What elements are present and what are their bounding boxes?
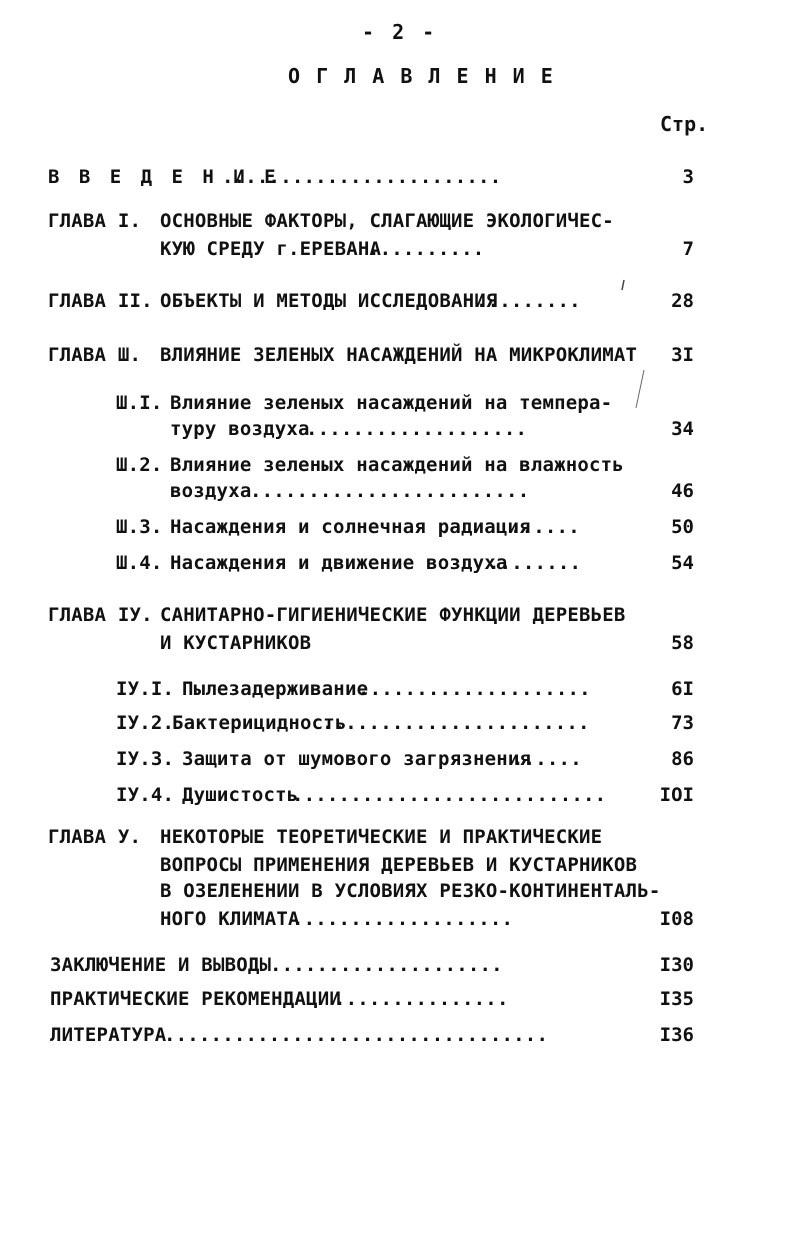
toc-title-line: НОГО КЛИМАТА bbox=[160, 908, 300, 930]
toc-title-line: ВОПРОСЫ ПРИМЕНЕНИЯ ДЕРЕВЬЕВ И КУСТАРНИКОВ bbox=[160, 854, 638, 876]
toc-prefix: ГЛАВА IУ. bbox=[48, 604, 153, 626]
toc-page: 58 bbox=[671, 632, 694, 654]
toc-page: 54 bbox=[671, 552, 694, 574]
toc-dots: .................... bbox=[358, 678, 591, 700]
toc-page: 34 bbox=[671, 418, 694, 440]
toc-dots: ............... bbox=[334, 988, 509, 1010]
toc-label: ПРАКТИЧЕСКИЕ РЕКОМЕНДАЦИИ bbox=[50, 988, 341, 1010]
toc-title-line: САНИТАРНО-ГИГИЕНИЧЕСКИЕ ФУНКЦИИ ДЕРЕВЬЕВ bbox=[160, 604, 626, 626]
toc-prefix: IУ.I. bbox=[116, 678, 175, 700]
page-number: - 2 - bbox=[362, 20, 438, 44]
toc-title-line: Насаждения и движение воздуха bbox=[170, 552, 508, 574]
toc-page: 86 bbox=[671, 748, 694, 770]
toc-prefix: Ш.4. bbox=[116, 552, 163, 574]
toc-title-line: КУЮ СРЕДУ г.ЕРЕВАНА bbox=[160, 238, 382, 260]
toc-page: 50 bbox=[671, 516, 694, 538]
toc-title-line: ОСНОВНЫЕ ФАКТОРЫ, СЛАГАЮЩИЕ ЭКОЛОГИЧЕС- bbox=[160, 210, 614, 232]
toc-prefix: Ш.2. bbox=[116, 454, 163, 476]
toc-prefix: IУ.4. bbox=[116, 784, 175, 806]
toc-page: 3I bbox=[671, 344, 694, 366]
toc-page: 6I bbox=[671, 678, 694, 700]
toc-title-line: Бактерицидность bbox=[172, 712, 347, 734]
toc-prefix: ГЛАВА У. bbox=[48, 826, 142, 848]
toc-title-line: Насаждения и солнечная радиация bbox=[170, 516, 531, 538]
toc-dots: ................... bbox=[292, 908, 514, 930]
toc-dots: ...... bbox=[510, 516, 580, 538]
toc-page: 7 bbox=[682, 238, 694, 260]
toc-prefix: Ш.I. bbox=[116, 392, 163, 414]
toc-dots: ......... bbox=[476, 290, 581, 312]
toc-title-line: В ОЗЕЛЕНЕНИИ В УСЛОВИЯХ РЕЗКО-КОНТИНЕНТАЛЬ- bbox=[160, 880, 661, 902]
toc-prefix: Ш.3. bbox=[116, 516, 163, 538]
page-column-label: Стр. bbox=[660, 112, 709, 136]
toc-label: ЛИТЕРАТУРА bbox=[50, 1024, 167, 1046]
toc-dots: ................................. bbox=[164, 1024, 549, 1046]
toc-dots: ........................... bbox=[292, 784, 607, 806]
toc-page: 3 bbox=[682, 166, 694, 188]
toc-page: I08 bbox=[659, 908, 694, 930]
toc-label: ЗАКЛЮЧЕНИЕ И ВЫВОДЫ bbox=[50, 954, 272, 976]
toc-title-line: Защита от шумового загрязнения bbox=[182, 748, 532, 770]
toc-dots: ...... bbox=[512, 748, 582, 770]
toc-prefix: IУ.3. bbox=[116, 748, 175, 770]
toc-label: В В Е Д Е Н И Е bbox=[48, 166, 280, 188]
toc-prefix: ГЛАВА II. bbox=[48, 290, 153, 312]
toc-page: I36 bbox=[659, 1024, 694, 1046]
toc-page: IOI bbox=[659, 784, 694, 806]
toc-title-line: Душистость bbox=[182, 784, 299, 806]
toc-dots: ........................ bbox=[250, 480, 530, 502]
toc-page: I35 bbox=[659, 988, 694, 1010]
scan-mark-artifact bbox=[600, 270, 660, 430]
toc-dots: .......... bbox=[368, 238, 485, 260]
toc-dots: ........................ bbox=[222, 166, 502, 188]
toc-title-line: ВЛИЯНИЕ ЗЕЛЕНЫХ НАСАЖДЕНИЙ НА МИКРОКЛИМАТ bbox=[160, 344, 638, 366]
toc-page: 46 bbox=[671, 480, 694, 502]
toc-title-line: И КУСТАРНИКОВ bbox=[160, 632, 312, 654]
page-title: О Г Л А В Л Е Н И Е bbox=[288, 64, 555, 88]
toc-title-line: воздуха bbox=[170, 480, 252, 502]
toc-page: 28 bbox=[671, 290, 694, 312]
toc-title-line: туру воздуха bbox=[170, 418, 310, 440]
toc-prefix: ГЛАВА Ш. bbox=[48, 344, 142, 366]
toc-prefix: ГЛАВА I. bbox=[48, 210, 142, 232]
toc-page: I30 bbox=[659, 954, 694, 976]
toc-title-line: Влияние зеленых насаждений на темпера- bbox=[170, 392, 613, 414]
toc-title-line: НЕКОТОРЫЕ ТЕОРЕТИЧЕСКИЕ И ПРАКТИЧЕСКИЕ bbox=[160, 826, 603, 848]
toc-title-line: Влияние зеленых насаждений на влажность bbox=[170, 454, 624, 476]
toc-dots: ....................... bbox=[322, 712, 590, 734]
toc-prefix: IУ.2. bbox=[116, 712, 175, 734]
toc-dots: .................... bbox=[270, 954, 503, 976]
toc-title-line: ОБЪЕКТЫ И МЕТОДЫ ИССЛЕДОВАНИЯ bbox=[160, 290, 498, 312]
toc-dots: ........ bbox=[488, 552, 582, 574]
toc-page: 73 bbox=[671, 712, 694, 734]
toc-title-line: Пылезадерживание bbox=[182, 678, 369, 700]
toc-dots: ................... bbox=[306, 418, 528, 440]
